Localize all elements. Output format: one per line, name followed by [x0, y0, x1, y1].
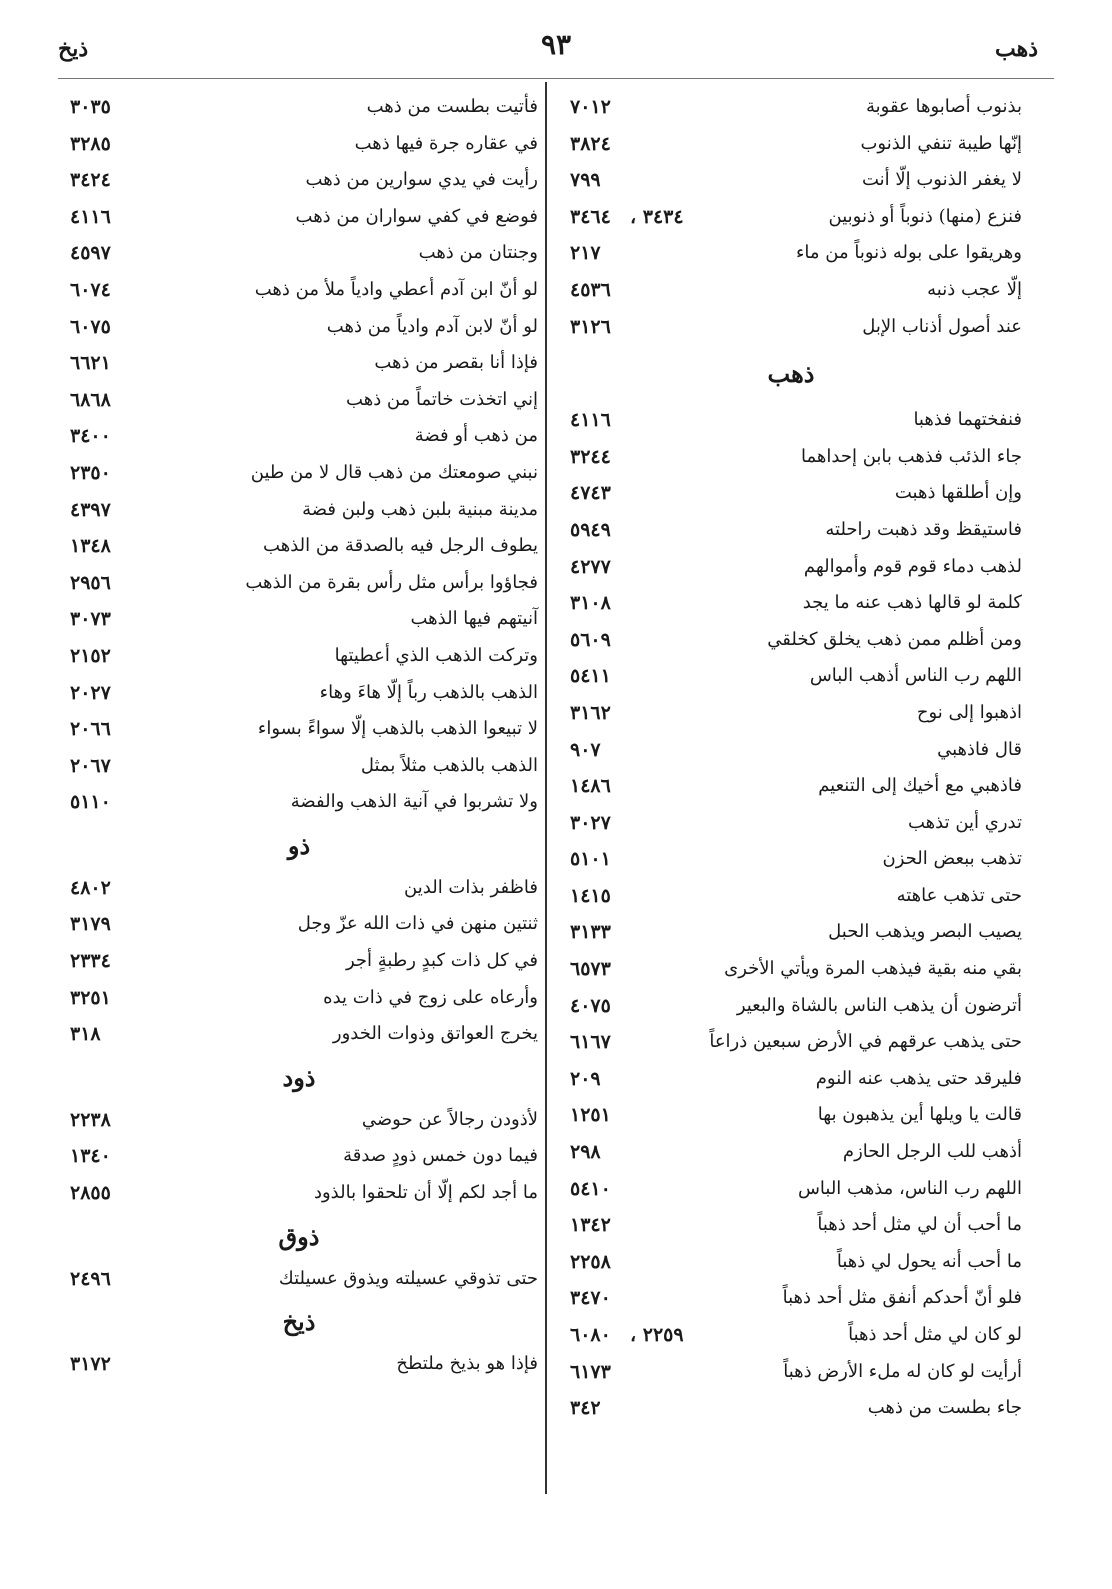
entry-reference-number: ٥٤١٠: [570, 1177, 611, 1200]
index-entry: [60, 980, 538, 1017]
entry-reference-number: ٦٨٦٨: [70, 388, 111, 411]
entry-text: نبني صومعتك من ذهب قال لا من طين: [250, 461, 538, 483]
entry-group: [560, 402, 1022, 1427]
entry-text: تدري أين تذهب: [907, 811, 1022, 833]
index-entry: [560, 1280, 1022, 1317]
entry-text: فنزع (منها) ذنوباً أو ذنوبين: [828, 205, 1022, 227]
entry-text: ومن أظلم ممن ذهب يخلق كخلقي: [767, 628, 1022, 650]
entry-reference-number: ٥٩٤٩: [570, 518, 611, 541]
entry-reference-number: ٤٢٧٧: [570, 555, 611, 578]
entry-text: ما أجد لكم إلّا أن تلحقوا بالذود: [313, 1182, 538, 1204]
entry-reference-number: ٢٣٥٠: [70, 461, 111, 484]
entry-reference-number: ٤٨٠٢: [70, 876, 111, 899]
index-entry: [560, 1024, 1022, 1061]
entry-text: فاظفر بذات الدين: [404, 876, 538, 898]
entry-text: يخرج العواتق وذوات الخدور: [332, 1023, 538, 1045]
entry-text: فاستيقظ وقد ذهبت راحلته: [825, 518, 1022, 540]
entry-reference-number: ٤٧٤٣: [570, 482, 611, 505]
entry-text: أذهب للب الرجل الحازم: [842, 1141, 1022, 1163]
entry-text: قال فاذهبي: [937, 738, 1022, 760]
entry-text: عند أصول أذناب الإبل: [862, 315, 1022, 337]
entry-text: أترضون أن يذهب الناس بالشاة والبعير: [736, 994, 1022, 1016]
entry-reference-number: ٤٥٣٦: [570, 278, 611, 301]
left-column: [60, 89, 538, 1383]
entry-reference-number: ٢٠٩: [570, 1067, 601, 1090]
entry-text: إنّها طيبة تنفي الذنوب: [860, 132, 1022, 154]
entry-reference-number: ٣٢٤٤: [570, 445, 611, 468]
index-entry: [60, 272, 538, 309]
index-entry: [560, 549, 1022, 586]
index-entry: [560, 126, 1022, 163]
entry-reference-number: ٣٠٣٥: [70, 96, 111, 118]
index-entry: [560, 1134, 1022, 1171]
entry-text: من ذهب أو فضة: [414, 425, 538, 447]
entry-text: فيما دون خمس ذودٍ صدقة: [343, 1145, 538, 1167]
index-entry: [60, 943, 538, 980]
entry-text: حتى يذهب عرقهم في الأرض سبعين ذراعاً: [709, 1031, 1022, 1053]
entry-reference-number: ١٢٥١: [570, 1104, 611, 1127]
entry-group: [60, 1261, 538, 1298]
header-rule: [58, 78, 1054, 79]
index-entry: [60, 309, 538, 346]
index-entry: [60, 162, 538, 199]
index-entry: [60, 565, 538, 602]
entry-text: وتركت الذهب الذي أعطيتها: [334, 644, 538, 666]
index-entry: [560, 951, 1022, 988]
entry-reference-number: ٦٠٧٤: [70, 278, 111, 301]
index-entry: [60, 906, 538, 943]
index-entry: [560, 512, 1022, 549]
index-entry: [560, 914, 1022, 951]
entry-text: يطوف الرجل فيه بالصدقة من الذهب: [263, 535, 538, 557]
entry-reference-number: ٣١٧٢: [70, 1353, 111, 1376]
entry-reference-number: ٣٢٥١: [70, 986, 111, 1009]
index-entry: [560, 1390, 1022, 1427]
entry-reference-number: ١٤٨٦: [570, 775, 611, 798]
entry-text: ثنتين منهن في ذات الله عزّ وجل: [297, 913, 538, 935]
entry-reference-number: ٣٠٧٣: [70, 608, 111, 631]
entry-reference-number: ٢٤٩٦: [70, 1267, 111, 1290]
index-entry: [60, 748, 538, 785]
entry-reference-number: ٦١٦٧: [570, 1031, 611, 1054]
index-entry: [560, 1097, 1022, 1134]
index-entry: [60, 382, 538, 419]
index-entry: [560, 309, 1022, 346]
entry-text: آنيتهم فيها الذهب: [410, 608, 538, 630]
index-entry: [560, 805, 1022, 842]
entry-text: ما أحب أن لي مثل أحد ذهباً: [817, 1214, 1022, 1236]
section-heading: ذو: [287, 830, 311, 860]
entry-text: جاء بطست من ذهب: [867, 1397, 1022, 1419]
entry-reference-number: ٢٢٥٩ ،: [630, 1324, 684, 1346]
index-entry: [560, 1317, 1022, 1354]
entry-reference-number: ٢٠٦٧: [70, 754, 111, 777]
entry-reference-number: ٢٢٣٨: [70, 1108, 111, 1131]
entry-reference-number: ٢٣٣٤: [70, 950, 111, 973]
right-column: [560, 89, 1022, 1427]
entry-reference-number: ١٣٤٢: [570, 1214, 611, 1237]
index-entry: [60, 235, 538, 272]
index-entry: [60, 1346, 538, 1383]
index-entry: [560, 768, 1022, 805]
entry-reference-number: ٦٠٧٥: [70, 315, 111, 338]
entry-text: ما أحب أنه يحول لي ذهباً: [836, 1250, 1022, 1272]
index-entry: [560, 732, 1022, 769]
index-entry: [560, 475, 1022, 512]
index-entry: [560, 162, 1022, 199]
index-entry: [560, 1061, 1022, 1098]
index-entry: [560, 622, 1022, 659]
index-entry: [560, 658, 1022, 695]
entry-reference-number: ٣٠٢٧: [570, 811, 611, 834]
entry-text: رأيت في يدي سوارين من ذهب: [305, 169, 538, 191]
index-entry: [560, 841, 1022, 878]
entry-reference-number: ٣٤٢٤: [70, 169, 111, 192]
entry-text: اللهم رب الناس، مذهب الباس: [797, 1177, 1022, 1199]
entry-text: لذهب دماء قوم قوم وأموالهم: [803, 555, 1022, 577]
entry-text: حتى تذهب عاهته: [896, 884, 1022, 906]
index-entry: [560, 1171, 1022, 1208]
index-entry: [60, 1138, 538, 1175]
entry-text: فلو أنّ أحدكم أنفق مثل أحد ذهباً: [782, 1287, 1022, 1309]
entry-text: لو أنّ لابن آدم وادياً من ذهب: [326, 315, 538, 337]
entry-reference-number: ٣٨٢٤: [570, 132, 611, 155]
entry-text: أرأيت لو كان له ملء الأرض ذهباً: [783, 1360, 1022, 1382]
page-number: ٩٣: [540, 28, 572, 61]
index-entry: [60, 784, 538, 821]
entry-text: الذهب بالذهب رباً إلّا هاءَ وهاء: [319, 681, 538, 703]
index-entry: [60, 1102, 538, 1139]
entry-text: إني اتخذت خاتماً من ذهب: [346, 388, 538, 410]
entry-text: فإذا هو بذيخ ملتطخ: [396, 1353, 538, 1375]
index-entry: [60, 870, 538, 907]
entry-reference-number: ١٣٤٨: [70, 535, 111, 558]
entry-text: جاء الذئب فذهب بابن إحداهما: [801, 445, 1022, 467]
index-entry: [560, 89, 1022, 126]
entry-reference-number: ٦١٧٣: [570, 1360, 611, 1383]
entry-reference-number: ٣١٠٨: [570, 592, 611, 615]
entry-text: فإذا أنا بقصر من ذهب: [374, 352, 538, 374]
index-entry: [60, 1261, 538, 1298]
entry-text: اذهبوا إلى نوح: [916, 701, 1022, 723]
entry-text: فاذهبي مع أخيك إلى التنعيم: [818, 775, 1022, 797]
index-entry: [60, 528, 538, 565]
index-entry: [560, 272, 1022, 309]
entry-reference-number: ٦٠٨٠: [570, 1324, 611, 1346]
entry-text: فوضع في كفي سواران من ذهب: [295, 205, 538, 227]
entry-text: فليرقد حتى يذهب عنه النوم: [815, 1067, 1022, 1089]
index-entry: [560, 199, 1022, 236]
entry-text: لا يغفر الذنوب إلّا أنت: [861, 169, 1022, 191]
entry-text: بقي منه بقية فيذهب المرة ويأتي الأخرى: [724, 958, 1022, 980]
entry-text: قالت يا ويلها أين يذهبون بها: [817, 1104, 1022, 1126]
entry-text: وجنتان من ذهب: [418, 242, 538, 264]
index-entry: [560, 1207, 1022, 1244]
index-entry: [60, 199, 538, 236]
entry-text: في كل ذات كبدٍ رطبةٍ أجر: [346, 950, 538, 972]
index-entry: [60, 638, 538, 675]
entry-group: [560, 89, 1022, 345]
entry-group: [60, 89, 538, 821]
index-entry: [60, 601, 538, 638]
entry-reference-number: ١٣٤٠: [70, 1145, 111, 1168]
entry-reference-number: ٢٩٨: [570, 1141, 601, 1164]
entry-reference-number: ٤٣٩٧: [70, 498, 111, 521]
index-entry: [560, 585, 1022, 622]
index-entry: [560, 1244, 1022, 1281]
entry-text: حتى تذوقي عسيلته ويذوق عسيلتك: [278, 1267, 538, 1289]
entry-reference-number: ٣٤٠٠: [70, 425, 111, 448]
index-entry: [60, 455, 538, 492]
running-head-right: ذهب: [994, 36, 1038, 62]
entry-reference-number: ٢١٥٢: [70, 644, 111, 667]
entry-text: مدينة مبنية بلبن ذهب ولبن فضة: [302, 498, 538, 520]
entry-group: [60, 1346, 538, 1383]
index-entry: [560, 988, 1022, 1025]
index-entry: [60, 89, 538, 126]
entry-reference-number: ٣٤٢: [570, 1397, 601, 1420]
running-head-left: ذيخ: [58, 36, 89, 62]
entry-text: لا تبيعوا الذهب بالذهب إلّا سواءً بسواء: [257, 718, 538, 740]
index-entry: [560, 235, 1022, 272]
entry-text: لو كان لي مثل أحد ذهباً: [848, 1324, 1022, 1345]
entry-reference-number: ٦٥٧٣: [570, 958, 611, 981]
entry-reference-number: ١٤١٥: [570, 884, 611, 907]
entry-reference-number: ٩٠٧: [570, 738, 601, 761]
entry-reference-number: ٥١٠١: [570, 848, 611, 871]
entry-reference-number: ٥٦٠٩: [570, 628, 611, 651]
entry-reference-number: ٧٠١٢: [570, 96, 611, 118]
entry-text: فنفختهما فذهبا: [913, 409, 1022, 431]
entry-text: يصيب البصر ويذهب الحبل: [828, 921, 1022, 943]
entry-text: بذنوب أصابوها عقوبة: [865, 96, 1022, 117]
entry-text: في عقاره جرة فيها ذهب: [354, 132, 538, 154]
entry-text: فأتيت بطست من ذهب: [366, 96, 538, 117]
section-heading: ذهب: [767, 359, 815, 389]
entry-reference-number: ٧٩٩: [570, 169, 601, 192]
entry-text: تذهب ببعض الحزن: [882, 848, 1022, 870]
entry-group: [60, 870, 538, 1053]
entry-reference-number: ٣١٢٦: [570, 315, 611, 338]
entry-reference-number: ٢٠٢٧: [70, 681, 111, 704]
entry-reference-number: ٣٢٨٥: [70, 132, 111, 155]
index-entry: [560, 1354, 1022, 1391]
index-entry: [60, 675, 538, 712]
entry-reference-number: ٤١١٦: [570, 409, 611, 432]
entry-reference-number: ٢٨٥٥: [70, 1182, 111, 1205]
entry-text: وإن أطلقها ذهبت: [894, 482, 1022, 504]
entry-reference-number: ٣١٣٣: [570, 921, 611, 944]
entry-text: اللهم رب الناس أذهب الباس: [809, 665, 1022, 687]
index-entry: [60, 126, 538, 163]
index-entry: [60, 345, 538, 382]
entry-reference-number: ٤٥٩٧: [70, 242, 111, 265]
index-entry: [60, 1175, 538, 1212]
entry-text: ولا تشربوا في آنية الذهب والفضة: [290, 791, 538, 813]
entry-text: فجاؤوا برأس مثل رأس بقرة من الذهب: [245, 571, 538, 593]
entry-reference-number: ٤١١٦: [70, 205, 111, 228]
index-entry: [560, 695, 1022, 732]
entry-text: لو أنّ ابن آدم أعطي وادياً ملأ من ذهب: [254, 278, 538, 300]
entry-reference-number: ٣٤٧٠: [570, 1287, 611, 1310]
section-heading: ذوق: [278, 1221, 320, 1251]
entry-text: وهريقوا على بوله ذنوباً من ماء: [795, 242, 1022, 264]
index-entry: [60, 1016, 538, 1053]
index-entry: [560, 439, 1022, 476]
entry-text: الذهب بالذهب مثلاً بمثل: [360, 754, 538, 776]
index-entry: [560, 878, 1022, 915]
entry-reference-number: ٦٦٢١: [70, 352, 111, 375]
index-entry: [60, 418, 538, 455]
section-heading: ذود: [282, 1062, 316, 1092]
entry-reference-number: ٣١٨: [70, 1023, 101, 1046]
entry-reference-number: ٣٤٣٤ ،: [630, 205, 684, 228]
entry-reference-number: ٣١٧٩: [70, 913, 111, 936]
entry-text: كلمة لو قالها ذهب عنه ما يجد: [802, 592, 1022, 614]
entry-reference-number: ٥٤١١: [570, 665, 611, 688]
entry-reference-number: ٥١١٠: [70, 791, 111, 814]
entry-group: [60, 1102, 538, 1212]
entry-reference-number: ٣٤٦٤: [570, 205, 611, 228]
entry-reference-number: ٢٩٥٦: [70, 571, 111, 594]
entry-reference-number: ٣١٦٢: [570, 701, 611, 724]
index-entry: [560, 402, 1022, 439]
entry-reference-number: ٢٢٥٨: [570, 1250, 611, 1273]
entry-text: لأذودن رجالاً عن حوضي: [361, 1108, 538, 1130]
entry-reference-number: ٢٠٦٦: [70, 718, 111, 741]
entry-text: إلّا عجب ذنبه: [927, 278, 1022, 300]
index-entry: [60, 492, 538, 529]
column-divider: [545, 82, 547, 1494]
entry-text: وأرعاه على زوج في ذات يده: [323, 986, 538, 1008]
section-heading: ذيخ: [282, 1307, 316, 1337]
entry-reference-number: ٤٠٧٥: [570, 994, 611, 1017]
index-entry: [60, 711, 538, 748]
entry-reference-number: ٢١٧: [570, 242, 601, 265]
